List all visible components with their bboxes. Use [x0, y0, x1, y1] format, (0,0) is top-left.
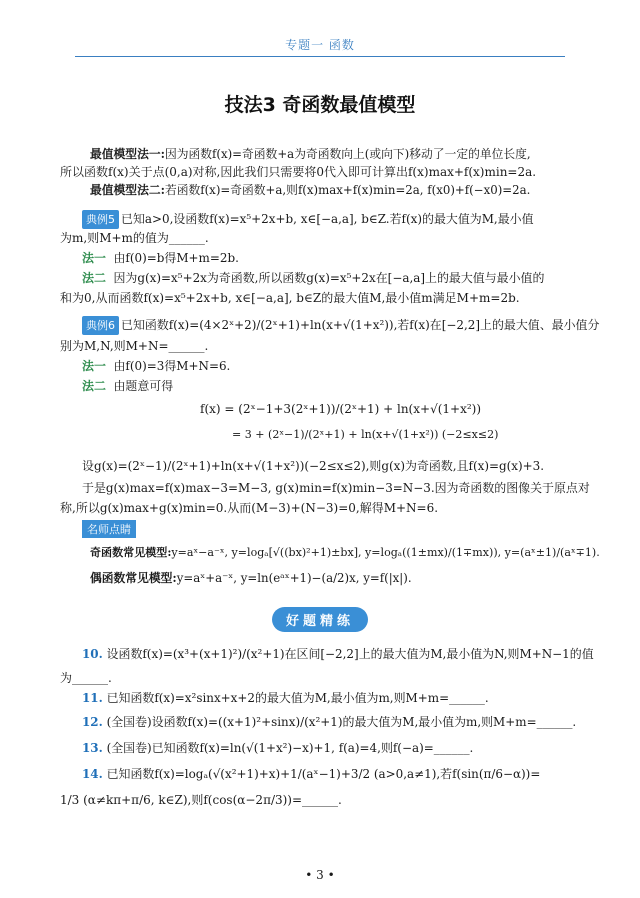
question-11-text: 已知函数f(x)=x²sinx+x+2的最大值为M,最小值为m,则M+m=______.	[106, 691, 489, 705]
example-5-question-2: 为m,则M+m的值为______.	[60, 231, 209, 245]
example-5-tag: 典例5	[82, 210, 119, 229]
method-1-text: 由f(0)=b得M+m=2b.	[113, 251, 239, 265]
model-2-text: 若函数f(x)=奇函数+a,则f(x)max+f(x)min=2a, f(x0)+f(−x0)=2a.	[164, 183, 531, 197]
example-6-result-3: 称,所以g(x)max+g(x)min=0.从而(M−3)+(N−3)=0,解得M+N=6.	[60, 501, 439, 515]
odd-models-label: 奇函数常见模型:	[90, 546, 172, 559]
example-6-question-1	[82, 316, 602, 335]
question-12	[82, 714, 602, 731]
question-10-number: 10.	[82, 647, 103, 661]
equation-2: = 3 + (2ˣ−1)/(2ˣ+1) + ln(x+√(1+x²)) (−2≤x≤2)	[232, 428, 499, 441]
question-13-number: 13.	[82, 741, 103, 755]
example-5-method-2b: 和为0,从而函数f(x)=x⁵+2x+b, x∈[−a,a], b∈Z的最大值M,最小值m满足M+m=2b.	[60, 291, 520, 305]
page-number: • 3 •	[305, 868, 335, 882]
example-6-question-2: 别为M,N,则M+N=______.	[60, 339, 209, 353]
famous-teacher-tag: 名师点睛	[82, 520, 136, 538]
example-5-question-1	[82, 210, 602, 229]
even-function-models	[90, 570, 610, 587]
model-line-1	[90, 146, 610, 163]
question-10-line-2: 为______.	[60, 671, 112, 685]
odd-function-models	[90, 544, 610, 561]
question-13	[82, 740, 602, 757]
method-2-text-a: 因为g(x)=x⁵+2x为奇函数,所以函数g(x)=x⁵+2x在[−a,a]上的最大值与最小值的	[113, 271, 545, 285]
method-2-label: 法二	[82, 271, 106, 285]
question-14-text: 已知函数f(x)=logₐ(√(x²+1)+x)+1/(aˣ−1)+3/2 (a>0,a≠1),若f(sin(π/6−α))=	[106, 767, 541, 781]
example-6-tag: 典例6	[82, 316, 119, 335]
model-line-2: 所以函数f(x)关于点(0,a)对称,因此我们只需要将0代入即可计算出f(x)max+f(x)min=2a.	[60, 165, 537, 179]
method-1-label: 法一	[82, 251, 106, 265]
example-5-method-1	[82, 250, 602, 267]
question-12-text: (全国卷)设函数f(x)=((x+1)²+sinx)/(x²+1)的最大值为M,最小值为m,则M+m=______.	[106, 715, 577, 729]
question-11	[82, 690, 602, 707]
example-5-q1: 已知a>0,设函数f(x)=x⁵+2x+b, x∈[−a,a], b∈Z.若f(x)的最大值为M,最小值	[121, 212, 534, 226]
model-1-text: 因为函数f(x)=奇函数+a为奇函数向上(或向下)移动了一定的单位长度,	[164, 147, 531, 161]
example-6-result-1: 设g(x)=(2ˣ−1)/(2ˣ+1)+ln(x+√(1+x²))(−2≤x≤2),则g(x)为奇函数,且f(x)=g(x)+3.	[82, 459, 545, 473]
practice-header	[0, 607, 640, 632]
header-divider	[75, 56, 565, 57]
example-6-q1: 已知函数f(x)=(4×2ˣ+2)/(2ˣ+1)+ln(x+√(1+x²)),若f(x)在[−2,2]上的最大值、最小值分	[121, 318, 600, 332]
question-10-line-1	[82, 646, 602, 663]
even-models-text: y=aˣ+a⁻ˣ, y=ln(eᵃˣ+1)−(a/2)x, y=f(|x|).	[176, 571, 412, 585]
example-6-result-2: 于是g(x)max=f(x)max−3=M−3, g(x)min=f(x)min−3=N−3.因为奇函数的图像关于原点对	[82, 481, 590, 495]
question-14-line-1	[82, 766, 602, 783]
method-1-text: 由f(0)=3得M+N=6.	[113, 359, 231, 373]
odd-models-text: y=aˣ−a⁻ˣ, y=logₐ[√((bx)²+1)±bx], y=logₐ((1±mx)/(1∓mx)), y=(aˣ±1)/(aˣ∓1).	[171, 546, 600, 559]
model-1-label: 最值模型法一:	[90, 147, 165, 161]
example-5-method-2a	[82, 270, 602, 287]
method-2-label: 法二	[82, 379, 106, 393]
example-6-method-2	[82, 378, 602, 395]
model-line-3	[90, 182, 610, 199]
method-1-label: 法一	[82, 359, 106, 373]
question-14-number: 14.	[82, 767, 103, 781]
practice-title: 好题精练	[272, 607, 368, 632]
question-13-text: (全国卷)已知函数f(x)=ln(√(1+x²)−x)+1, f(a)=4,则f(−a)=______.	[106, 741, 474, 755]
question-12-number: 12.	[82, 715, 103, 729]
question-10-text: 设函数f(x)=(x³+(x+1)²)/(x²+1)在区间[−2,2]上的最大值为M,最小值为N,则M+N−1的值	[106, 647, 594, 661]
method-2-text: 由题意可得	[113, 379, 174, 393]
example-6-method-1	[82, 358, 602, 375]
equation-1: f(x) = (2ˣ−1+3(2ˣ+1))/(2ˣ+1) + ln(x+√(1+x²))	[200, 402, 482, 416]
question-14-line-2: 1/3 (α≠kπ+π/6, k∈Z),则f(cos(α−2π/3))=______.	[60, 793, 342, 807]
model-2-label: 最值模型法二:	[90, 183, 165, 197]
question-11-number: 11.	[82, 691, 103, 705]
section-header: 专题一 函数	[285, 38, 355, 52]
page-title: 技法3 奇函数最值模型	[224, 94, 416, 116]
even-models-label: 偶函数常见模型:	[90, 571, 177, 585]
